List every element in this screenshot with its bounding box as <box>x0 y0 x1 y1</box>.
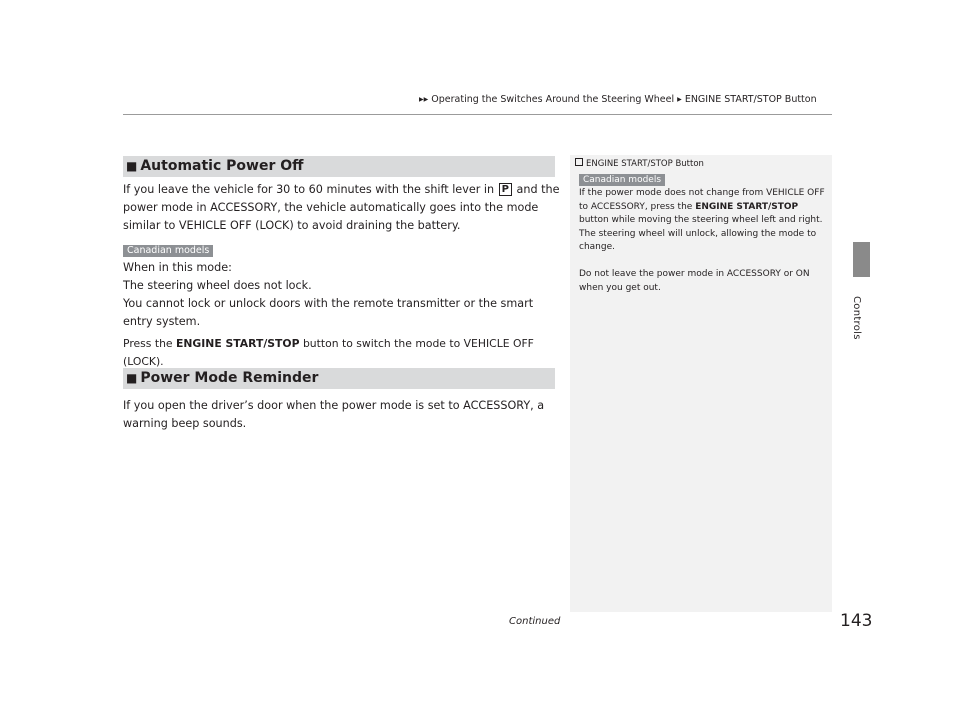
paragraph-mode-details: When in this mode: The steering wheel does not lock. You cannot lock or unlock doors with the remote transmitter or the smart entry system. <box>123 261 534 328</box>
continued-label: Continued <box>509 616 561 627</box>
park-position-icon: P <box>499 183 512 196</box>
section-heading-power-mode-reminder <box>123 368 555 389</box>
chapter-label: Controls <box>851 296 862 340</box>
double-arrow-icon: ▶▶ <box>419 96 429 103</box>
note-canadian-models-badge: Canadian models <box>579 174 665 186</box>
paragraph-auto-power-off: If you leave the vehicle for 30 to 60 minutes with the shift lever in P and the power mode in ACCESSORY, the vehicle automatically goes into the mode similar to VEHICLE OFF (LOCK) to avoid draining the battery. <box>123 183 560 232</box>
canadian-models-badge: Canadian models <box>123 245 213 257</box>
chapter-tab-marker <box>853 242 870 277</box>
note-reference-icon <box>575 158 583 166</box>
section-title: Automatic Power Off <box>140 158 304 174</box>
breadcrumb-item-engine-start-stop[interactable]: ENGINE START/STOP Button <box>684 94 817 105</box>
note-text-warning: Do not leave the power mode in ACCESSORY or ON when you get out. <box>579 269 810 293</box>
note-text-unlock: If the power mode does not change from VEHICLE OFF to ACCESSORY, press the ENGINE START/STOP button while moving the steering wheel left and right. The steering wheel will unlock, allowing the mode to change. <box>579 188 825 252</box>
paragraph-press-button: Press the ENGINE START/STOP button to switch the mode to VEHICLE OFF (LOCK). <box>123 337 534 368</box>
note-title: ENGINE START/STOP Button <box>575 158 704 169</box>
arrow-icon: ▶ <box>677 96 682 103</box>
section-title: Power Mode Reminder <box>140 370 319 386</box>
square-bullet-icon: ■ <box>126 159 138 173</box>
square-bullet-icon: ■ <box>126 371 138 385</box>
breadcrumb <box>419 94 817 105</box>
section-heading-automatic-power-off <box>123 156 555 177</box>
header-divider <box>123 114 832 115</box>
page-number: 143 <box>840 611 873 631</box>
breadcrumb-item-operating-switches[interactable]: Operating the Switches Around the Steering Wheel <box>431 94 675 105</box>
paragraph-reminder: If you open the driver’s door when the power mode is set to ACCESSORY, a warning beep sounds. <box>123 399 545 430</box>
